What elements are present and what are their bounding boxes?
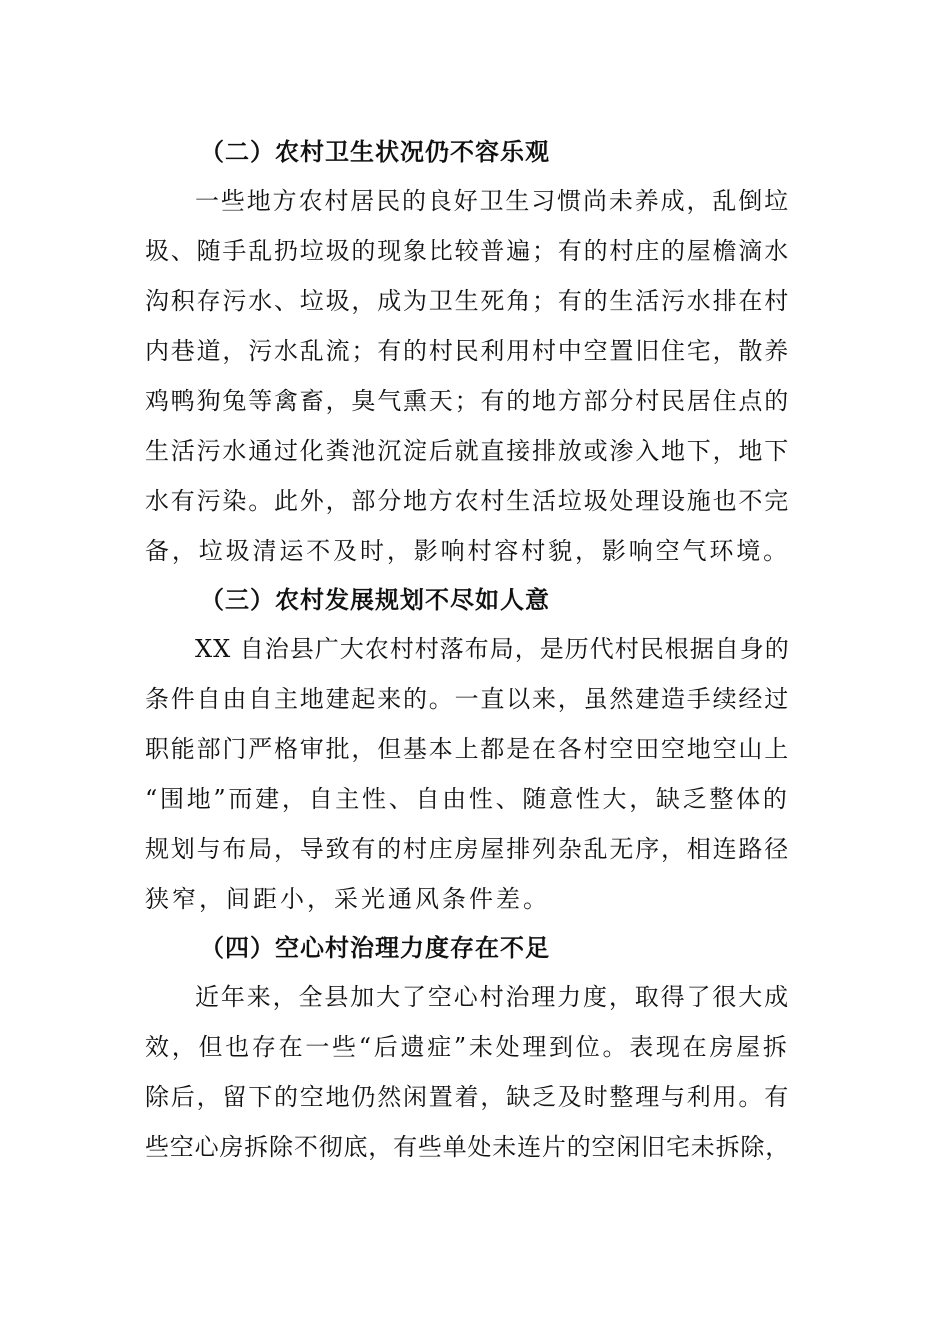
paragraph-line: 职能部门严格审批，但基本上都是在各村空田空地空山上 (145, 735, 790, 763)
paragraph-line: 规划与布局，导致有的村庄房屋排列杂乱无序，相连路径 (145, 835, 790, 863)
section-heading-2: （二）农村卫生状况仍不容乐观 (200, 138, 550, 166)
paragraph-line: 近年来，全县加大了空心村治理力度，取得了很大成 (195, 983, 790, 1011)
paragraph-line: 圾、随手乱扔垃圾的现象比较普遍；有的村庄的屋檐滴水 (145, 237, 790, 265)
paragraph-line: 水有污染。此外，部分地方农村生活垃圾处理设施也不完 (145, 487, 790, 515)
paragraph-line: 沟积存污水、垃圾，成为卫生死角；有的生活污水排在村 (145, 287, 790, 315)
paragraph-line: 些空心房拆除不彻底，有些单处未连片的空闲旧宅未拆除， (145, 1133, 790, 1161)
paragraph-line: 条件自由自主地建起来的。一直以来，虽然建造手续经过 (145, 685, 790, 713)
paragraph-line: 一些地方农村居民的良好卫生习惯尚未养成，乱倒垃 (195, 187, 790, 215)
section-heading-4: （四）空心村治理力度存在不足 (200, 934, 550, 962)
paragraph-line: 备，垃圾清运不及时，影响村容村貌，影响空气环境。 (145, 537, 790, 565)
paragraph-line: 狭窄，间距小，采光通风条件差。 (145, 885, 550, 913)
paragraph-line: 除后，留下的空地仍然闲置着，缺乏及时整理与利用。有 (145, 1083, 790, 1111)
paragraph-line: XX 自治县广大农村村落布局，是历代村民根据自身的 (195, 635, 790, 663)
paragraph-line: 效，但也存在一些“后遗症”未处理到位。表现在房屋拆 (145, 1033, 790, 1061)
paragraph-line: 生活污水通过化粪池沉淀后就直接排放或渗入地下，地下 (145, 437, 790, 465)
paragraph-line: “围地”而建，自主性、自由性、随意性大，缺乏整体的 (145, 785, 790, 813)
paragraph-line: 鸡鸭狗兔等禽畜，臭气熏天；有的地方部分村民居住点的 (145, 387, 790, 415)
section-heading-3: （三）农村发展规划不尽如人意 (200, 586, 550, 614)
paragraph-line: 内巷道，污水乱流；有的村民利用村中空置旧住宅，散养 (145, 337, 790, 365)
